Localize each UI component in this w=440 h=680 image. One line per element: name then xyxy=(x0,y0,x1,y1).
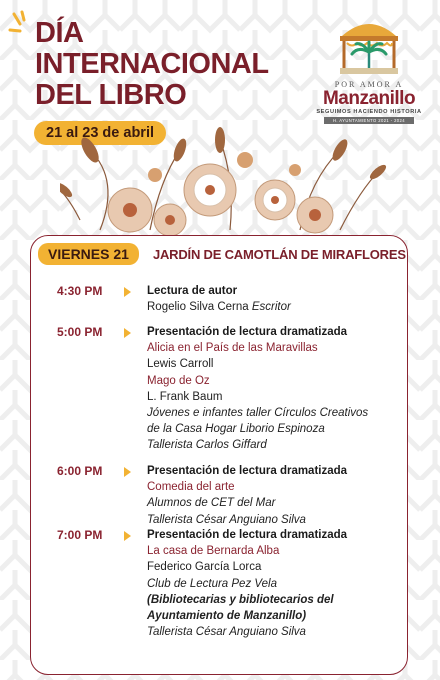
work-title: Comedia del arte xyxy=(147,481,235,494)
event-title: Lectura de autor xyxy=(147,285,238,297)
performers-line: Club de Lectura Pez Vela xyxy=(147,577,277,590)
event-time: 5:00 PM xyxy=(57,325,103,339)
performers-line: de la Casa Hogar Liborio Espinoza xyxy=(147,423,325,436)
arrow-right-icon xyxy=(124,287,131,297)
flower-bouquet-illustration xyxy=(60,120,390,250)
event-time: 4:30 PM xyxy=(57,284,103,298)
event-details xyxy=(147,283,417,315)
page-title xyxy=(35,18,269,111)
arrow-right-icon xyxy=(124,467,131,477)
event-details xyxy=(147,527,417,640)
title-line-3: DEL LIBRO xyxy=(35,79,187,111)
event-title: Presentación de lectura dramatizada xyxy=(147,465,348,477)
event-title: Presentación de lectura dramatizada xyxy=(147,529,348,541)
venue-label: JARDÍN DE CAMOTLÁN DE MIRAFLORES xyxy=(152,246,406,262)
work-title: Mago de Oz xyxy=(147,374,210,387)
title-line-1: DÍA xyxy=(35,17,84,49)
instructor-line: Tallerista Carlos Giffard xyxy=(147,439,267,452)
logo-tagline: POR AMOR A xyxy=(334,80,404,89)
event-time: 6:00 PM xyxy=(57,464,103,478)
kiosk-palm-icon xyxy=(334,16,404,78)
logo-slogan: SEGUIMOS HACIENDO HISTORIA xyxy=(316,109,422,115)
event-time: 7:00 PM xyxy=(57,528,103,542)
logo-name: Manzanillo xyxy=(322,88,416,109)
performers-line: Alumnos de CET del Mar xyxy=(147,497,276,510)
work-author: Lewis Carroll xyxy=(147,358,214,371)
event-title: Presentación de lectura dramatizada xyxy=(147,326,348,338)
arrow-right-icon xyxy=(124,531,131,541)
instructor-line: Tallerista César Anguiano Silva xyxy=(147,513,306,526)
work-title: La casa de Bernarda Alba xyxy=(147,545,280,558)
work-author: L. Frank Baum xyxy=(147,390,223,403)
program-header xyxy=(38,242,406,266)
author-role: Escritor xyxy=(248,301,291,314)
day-badge: VIERNES 21 xyxy=(38,243,139,265)
arrow-right-icon xyxy=(124,328,131,338)
author-name: Rogelio Silva Cerna xyxy=(147,301,249,314)
instructor-line: Tallerista César Anguiano Silva xyxy=(147,626,306,639)
sparkle-icon xyxy=(8,10,38,46)
work-title: Alicia en el País de las Maravillas xyxy=(147,342,318,355)
date-badge: 21 al 23 de abril xyxy=(34,121,166,145)
logo-administration: H. AYUNTAMIENTO 2021 - 2024 xyxy=(324,117,414,124)
event-author-line xyxy=(147,299,417,315)
performers-note: (Bibliotecarias y bibliotecarios del xyxy=(147,593,334,606)
title-line-2: INTERNACIONAL xyxy=(35,48,269,80)
event-details xyxy=(147,324,417,454)
performers-line: Jóvenes e infantes taller Círculos Creativos xyxy=(147,407,369,420)
event-details xyxy=(147,463,417,528)
work-author: Federico García Lorca xyxy=(147,561,262,574)
performers-note: Ayuntamiento de Manzanillo) xyxy=(147,610,307,623)
